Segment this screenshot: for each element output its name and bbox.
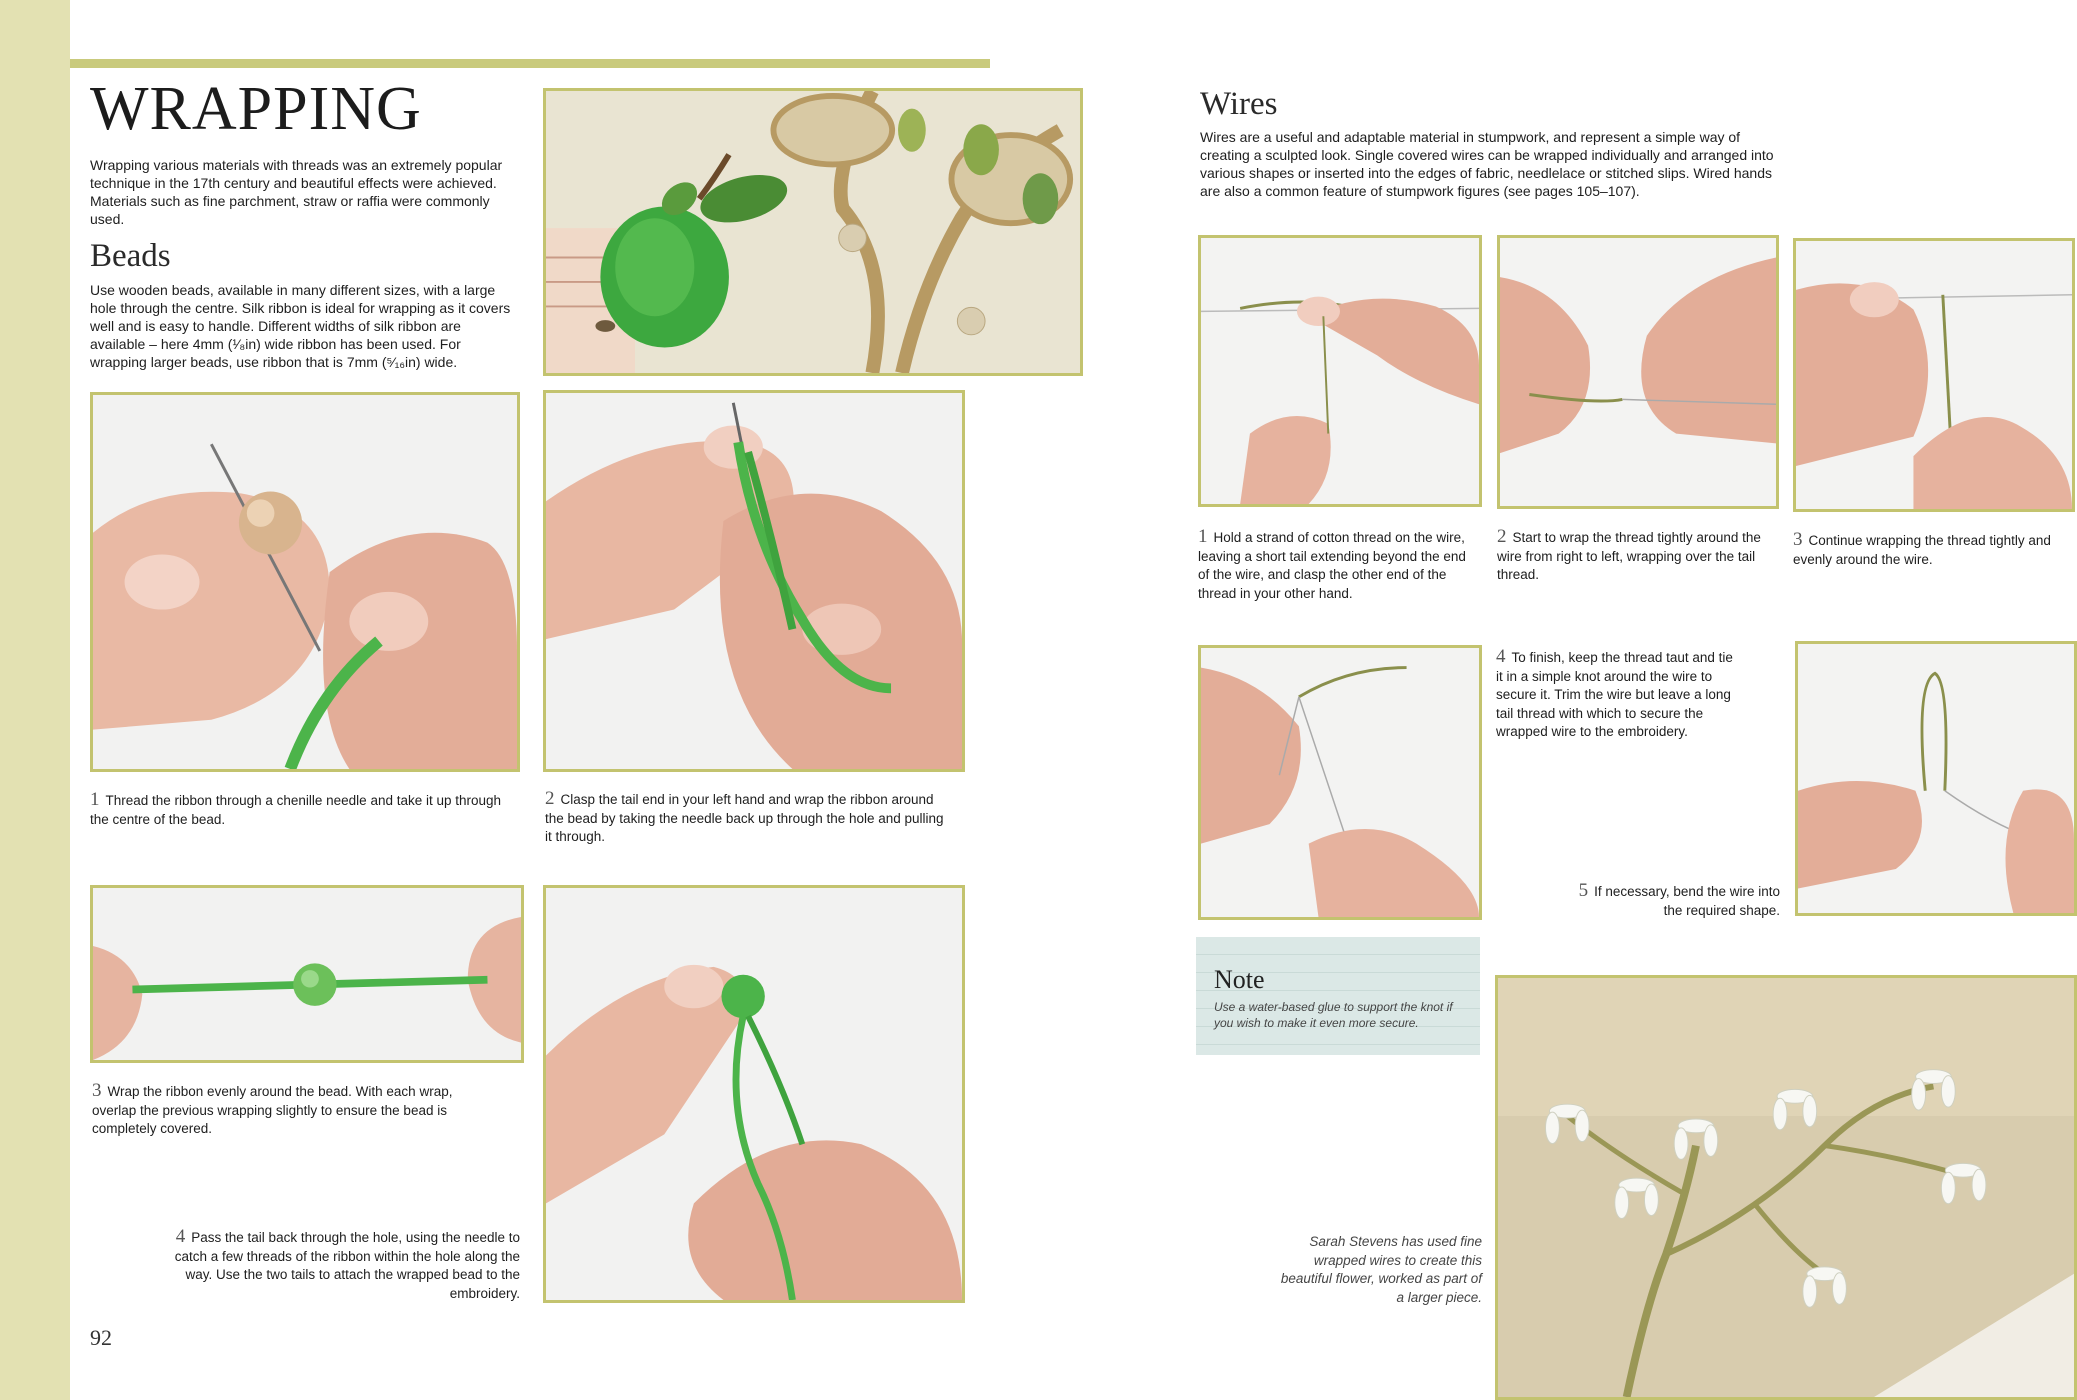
- photo-step2-bead-wrap: [543, 390, 965, 772]
- photo-wire-step5: [1795, 641, 2077, 916]
- photo-wire-step4: [1198, 645, 1482, 920]
- photo-embroidered-apple: [543, 88, 1083, 376]
- photo-step1-bead: [90, 392, 520, 772]
- wire-step-4-text: To finish, keep the thread taut and tie it in a simple knot around the wire to secure it. Trim the wire but leave a long tail thread with which to secure the wrapped wire to the embroidery.: [1496, 650, 1733, 739]
- bead-step-2-number: 2: [545, 788, 555, 809]
- wires-text: Wires are a useful and adaptable material in stumpwork, and represent a simple way of creating a sculpted look. Single covered wires can be wrapped individually and arranged into various shapes or inserted into the edges of fabric, needlelace or stitched slips. Wired hands are also a common feature of stumpwork figures (see pages 105–107).: [1200, 129, 1774, 199]
- bead-step-4-text: Pass the tail back through the hole, using the needle to catch a few threads of the ribbon within the hole along the way. Use the two tails to attach the wrapped bead to the embroidery.: [174, 1230, 520, 1301]
- photo-wire-step3: [1793, 238, 2075, 512]
- bead-step-3-caption: [92, 1082, 492, 1139]
- bead-step-1-number: 1: [90, 789, 100, 810]
- wire-step-3-caption: [1793, 531, 2063, 569]
- wire-step-2-caption: [1497, 528, 1767, 585]
- photo-step4-bead-tails: [543, 885, 965, 1303]
- wire-step-1-caption: [1198, 528, 1478, 603]
- wire-step-3-text: Continue wrapping the thread tightly and evenly around the wire.: [1793, 533, 2051, 567]
- photo-wire-step2: [1497, 235, 1779, 509]
- wire-step-5-text: If necessary, bend the wire into the required shape.: [1594, 884, 1780, 918]
- beads-heading: Beads: [90, 238, 171, 274]
- bead-step-2-text: Clasp the tail end in your left hand and wrap the ribbon around the bead by taking the needle back up through the hole and pulling it through.: [545, 792, 944, 844]
- bead-step-4-caption: [170, 1228, 520, 1303]
- photo-wire-step1: [1198, 235, 1482, 507]
- intro-text: Wrapping various materials with threads was an extremely popular technique in the 17th century and beautiful effects were achieved. Materials such as fine parchment, straw or raffia were commonly used.: [90, 157, 503, 227]
- wire-step-4-number: 4: [1496, 646, 1506, 667]
- wire-step-1-number: 1: [1198, 526, 1208, 547]
- wire-step-5-number: 5: [1578, 880, 1589, 901]
- bead-step-1-text: Thread the ribbon through a chenille needle and take it up through the centre of the bead.: [90, 793, 502, 827]
- photo-wrapped-wire-flower: [1495, 975, 2077, 1400]
- page-title: WRAPPING: [90, 75, 422, 143]
- wires-heading: Wires: [1200, 86, 1278, 122]
- wire-step-3-number: 3: [1793, 529, 1803, 550]
- wire-step-5-caption: [1560, 882, 1780, 920]
- flower-photo-caption: Sarah Stevens has used fine wrapped wires to create this beautiful flower, worked as part of a larger piece.: [1280, 1234, 1482, 1305]
- photo-step3-wrapped-bead: [90, 885, 524, 1063]
- wire-step-1-text: Hold a strand of cotton thread on the wire, leaving a short tail extending beyond the end of the wire, and clasp the other end of the thread in your other hand.: [1198, 530, 1466, 601]
- page-number: 92: [90, 1325, 112, 1350]
- note-text: Use a water-based glue to support the knot if you wish to make it even more secure.: [1214, 1000, 1453, 1030]
- beads-text: Use wooden beads, available in many different sizes, with a large hole through the centre. Silk ribbon is ideal for wrapping as it covers well and is easy to handle. Different widths of silk ribbon are available – here 4mm (¹⁄₈in) wide ribbon has been used. For wrapping larger beads, use ribbon that is 7mm (⁵⁄₁₆in) wide.: [90, 282, 511, 370]
- wire-step-2-text: Start to wrap the thread tightly around the wire from right to left, wrapping over the tail thread.: [1497, 530, 1761, 582]
- bead-step-3-number: 3: [92, 1080, 102, 1101]
- page-sidebar-band: [0, 0, 70, 1400]
- wire-step-4-caption: [1496, 648, 1736, 742]
- wire-step-2-number: 2: [1497, 526, 1507, 547]
- bead-step-4-number: 4: [175, 1226, 186, 1247]
- bead-step-2-caption: [545, 790, 945, 847]
- bead-step-1-caption: [90, 791, 510, 829]
- header-rule: [70, 59, 990, 68]
- bead-step-3-text: Wrap the ribbon evenly around the bead. With each wrap, overlap the previous wrapping slightly to ensure the bead is completely covered.: [92, 1084, 453, 1136]
- note-box: [1196, 937, 1480, 1055]
- note-title: Note: [1214, 965, 1265, 994]
